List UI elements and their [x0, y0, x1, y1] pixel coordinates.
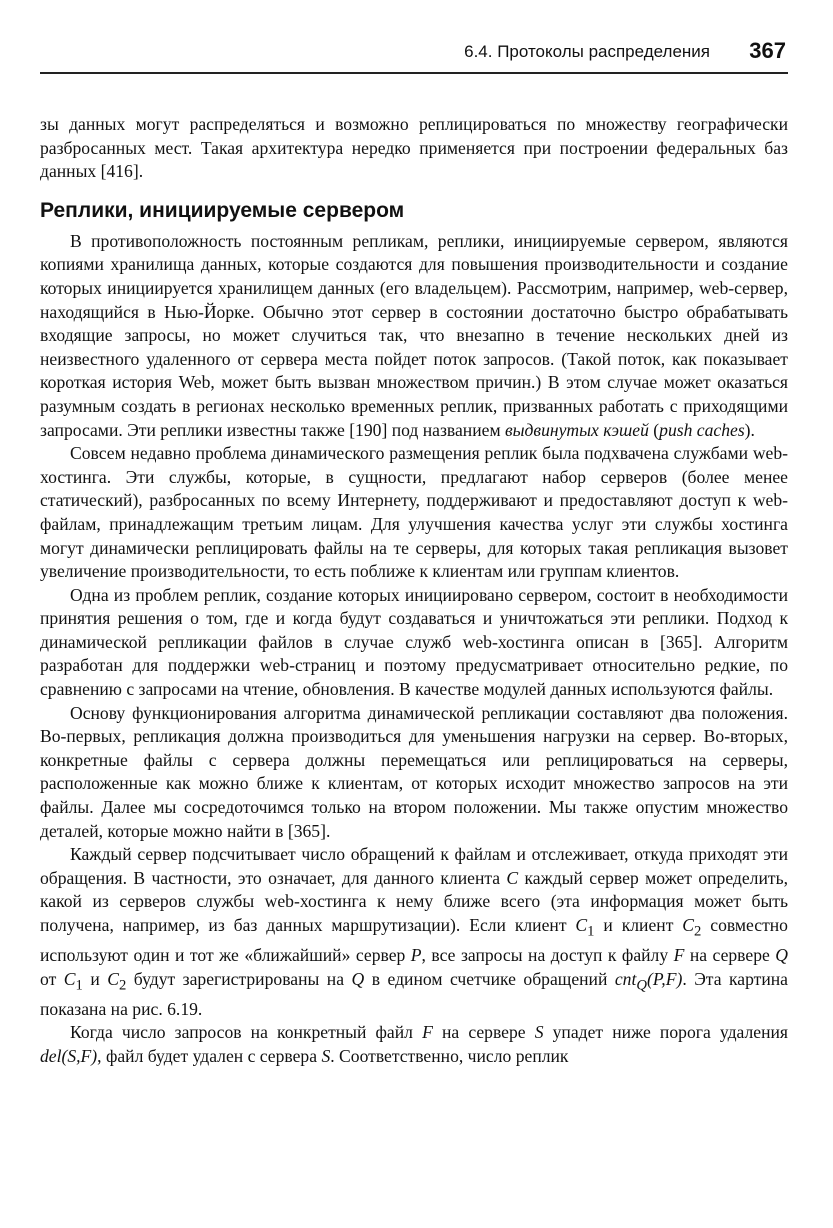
p5-counter-args: (P,F)	[646, 968, 683, 989]
p5-var-p: P	[410, 945, 422, 966]
p5-sub-2: 2	[694, 923, 702, 940]
p5-text-a: Каждый сервер подсчитывает число обращений к файлам и отслеживает, откуда приходят эти обращения. В частности, это означает, для данного клиента	[40, 844, 788, 888]
p1-text-a: В противоположность постоянным репликам, реплики, инициируемые сервером, являются копиями хранилища данных, которые создаются для повышения производительности и создание которых инициируется хранилищем данных (его владельцем). Рассмотрим, например, web-сервер, находящийся в Нью-Йорке. Обычно этот сервер в состоянии достаточно быстро обрабатывать входящие запросы, но может случиться так, что внезапно в течение нескольких дней из неизвестного удаленного от сервера места пойдет поток запросов. (Такой поток, как показывает короткая история Web, может быть вызван множеством причин.) В этом случае может оказаться разумным создать в регионах несколько временных реплик, призванных работать с приходящими запросами. Эти реплики известны также [190] под названием	[40, 230, 788, 440]
p5-var-q2: Q	[351, 968, 365, 989]
body-text	[40, 113, 788, 1069]
page-number: 367	[749, 38, 786, 63]
paragraph-4: Основу функционирования алгоритма динамической репликации составляют два положения. Во-первых, репликация должна производиться для уменьшения нагрузки на сервер. Во-вторых, конкретные файлы с сервера должны перемещаться или реплицироваться на серверы, расположенные как можно ближе к клиентам, от которых исходит множество запросов на эти файлы. Далее мы сосредоточимся только на втором положении. Мы также опустим множество деталей, которые можно найти в [365].	[40, 702, 788, 841]
p6-text-b: на сервере	[432, 1022, 535, 1043]
p6-var-s: S	[534, 1022, 544, 1043]
p6-text-e: . Соответственно, число реплик	[330, 1046, 569, 1066]
p5-counter-sub: Q	[636, 977, 647, 994]
p1-text-b: (	[648, 419, 660, 440]
p5-var-c1: C	[575, 915, 588, 935]
p5-var-q: Q	[775, 945, 788, 966]
p5-var-c1b: C	[63, 968, 76, 989]
header-section-title: 6.4. Протоколы распределения	[464, 42, 710, 61]
p5-text-d: совместно используют один и тот же «ближайший» сервер	[40, 915, 788, 966]
p5-sub-1: 1	[587, 923, 595, 940]
paragraph-3: Одна из проблем реплик, создание которых инициировано сервером, состоит в необходимости принятия решения о том, где и когда будут создаваться и уничтожаться эти реплики. Подход к динамической репликации файлов в случае служб web-хостинга описан в [365]. Алгоритм разработан для поддержки web-страниц и поэтому предусматривает относительно редкие, по сравнению с запросами на чтение, обновления. В качестве модулей данных используются файлы.	[40, 584, 788, 700]
p5-text-c: и клиент	[594, 915, 683, 935]
p5-text-j: в едином счетчике обращений	[364, 968, 615, 989]
p6-text-c: упадет ниже порога удаления	[543, 1022, 789, 1043]
p5-text-b: каждый сервер может определить, какой из серверов службы web-хостинга к нему ближе всего (эта информация может быть получена, например, из баз данных маршрутизации). Если клиент	[40, 867, 788, 935]
p5-text-i: будут зарегистрированы на	[126, 968, 352, 989]
p5-text-e: , все запросы на доступ к файлу	[421, 945, 674, 966]
p5-var-c2b: C	[107, 968, 119, 989]
p5-sub-2b: 2	[118, 977, 127, 994]
intro-paragraph: зы данных могут распределяться и возможно реплицироваться по множеству географически разбросанных мест. Такая архитектура нередко применяется при построении федеральных баз данных [416].	[40, 114, 788, 182]
p6-var-f: F	[422, 1022, 433, 1043]
p1-term-en: push caches	[659, 419, 745, 440]
p6-text-a: Когда число запросов на конкретный файл	[70, 1022, 423, 1043]
p5-text-f: на сервере	[684, 945, 776, 966]
p5-text-g: от	[40, 968, 64, 989]
paragraph-6	[40, 1021, 788, 1068]
p6-text-d: , файл будет удален с сервера	[97, 1046, 322, 1066]
running-header	[40, 38, 788, 74]
p6-var-s2: S	[321, 1046, 331, 1066]
p5-text-k: . Эта картина показана на рис. 6.19.	[40, 968, 788, 1019]
p5-var-f: F	[673, 945, 685, 966]
paragraph-5	[40, 843, 788, 1021]
p5-var-c2: C	[682, 915, 695, 935]
p5-sub-1b: 1	[75, 977, 83, 994]
p1-term: выдвинутых кэшей	[504, 419, 649, 440]
section-title: Реплики, инициируемые сервером	[40, 198, 405, 222]
paragraph-1	[40, 230, 788, 442]
p5-var-c: C	[506, 867, 519, 888]
p1-text-c: ).	[744, 419, 755, 440]
paragraph-2: Совсем недавно проблема динамического размещения реплик была подхвачена службами web-хостинга. Эти службы, которые, в сущности, предлагают набор серверов (более менее статический), разбросанных по всему Интернету, поддерживают и предоставляют доступ к web-файлам, принадлежащим третьим лицам. Для улучшения качества услуг эти службы хостинга могут динамически реплицировать файлы на те серверы, для которых такая репликация вызовет увеличение производительности, то есть поближе к клиентам или группам клиентов.	[40, 443, 788, 582]
p5-text-h: и	[82, 968, 108, 989]
p5-counter-name: cnt	[614, 968, 637, 989]
p6-del-function: del(S,F)	[40, 1046, 98, 1066]
